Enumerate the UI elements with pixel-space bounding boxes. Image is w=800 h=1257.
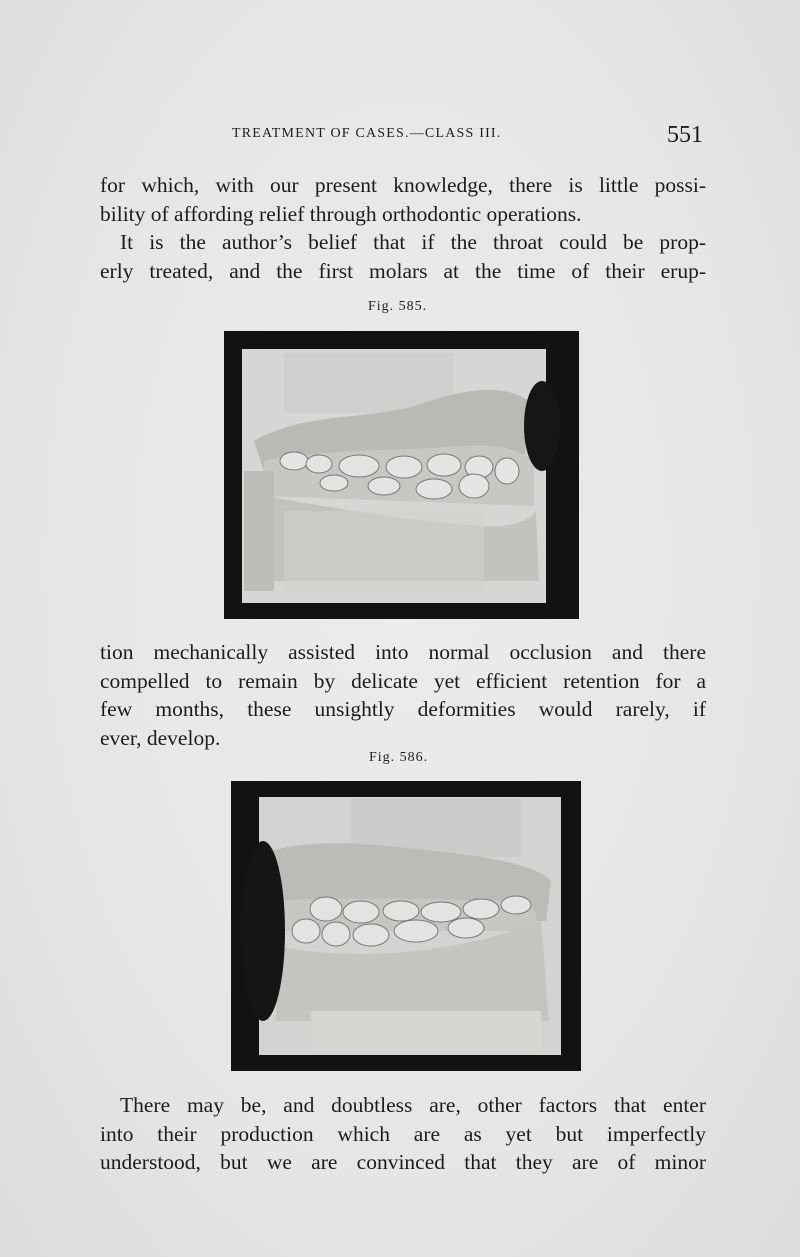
text-line: compelled to remain by delicate yet efficient retention for a xyxy=(100,668,706,693)
figure-586-photo xyxy=(231,781,581,1071)
paragraph-4 xyxy=(100,1091,706,1177)
running-head: TREATMENT OF CASES.—CLASS III. xyxy=(232,126,502,141)
text-line: erly treated, and the first molars at the time of their erup- xyxy=(100,258,706,283)
figure-caption-586: Fig. 586. xyxy=(369,750,429,765)
text-line: bility of affording relief through orthodontic operations. xyxy=(100,201,582,226)
figure-caption-585: Fig. 585. xyxy=(368,299,428,314)
paragraph-3 xyxy=(100,638,706,752)
text-line: for which, with our present knowledge, there is little possi- xyxy=(100,173,706,197)
text-line: It is the author’s belief that if the throat could be prop- xyxy=(120,230,706,254)
text-line: understood, but we are convinced that they are of minor xyxy=(100,1150,706,1174)
paragraph-2 xyxy=(100,228,706,285)
page-number: 551 xyxy=(667,122,703,148)
text-line: There may be, and doubtless are, other factors that enter xyxy=(120,1093,706,1117)
text-line: few months, these unsightly deformities would rarely, if xyxy=(100,697,706,721)
text-line: into their production which are as yet but imperfectly xyxy=(100,1121,706,1146)
paragraph-1 xyxy=(100,171,706,228)
text-line: tion mechanically assisted into normal occlusion and there xyxy=(100,640,706,664)
figure-585-photo xyxy=(224,331,579,619)
text-line: ever, develop. xyxy=(100,725,221,750)
